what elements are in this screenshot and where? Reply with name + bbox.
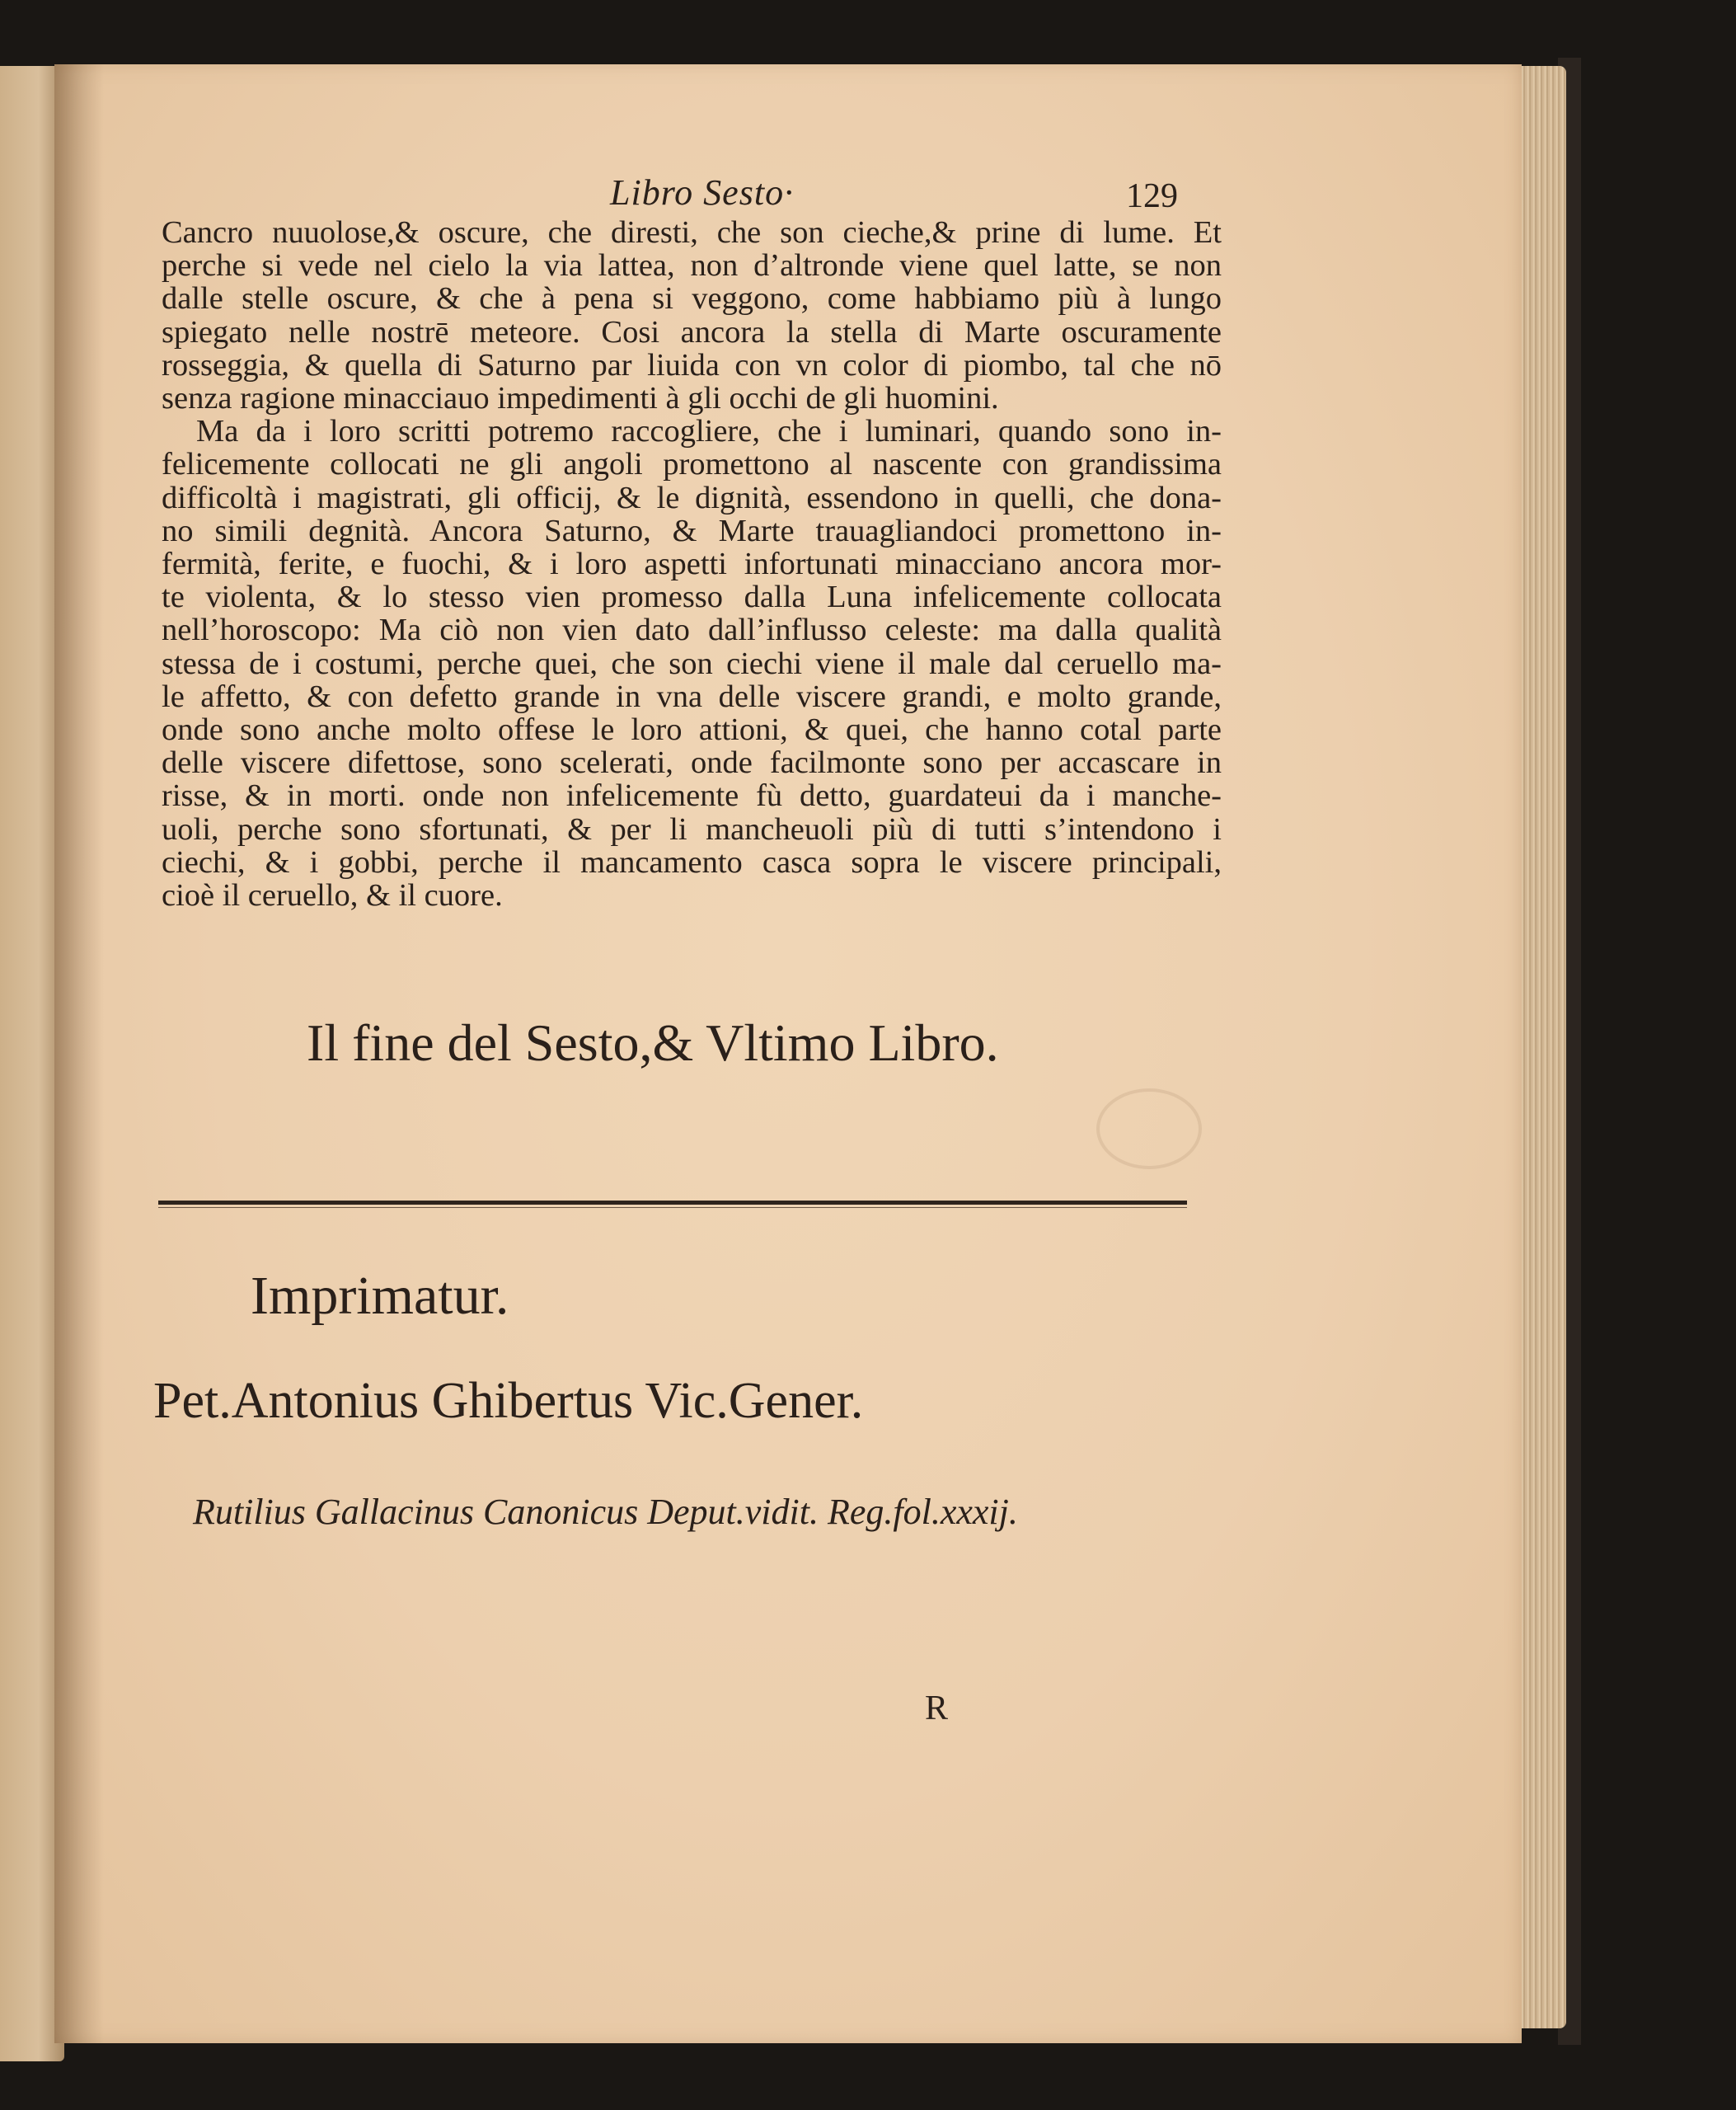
text-line: Ma da i loro scritti potremo raccogliere, che i luminari, quando sono in-: [196, 414, 1222, 449]
body-text: [162, 216, 1222, 912]
text-line: Cancro nuuolose,& oscure, che diresti, che son cieche,& prine di lume. Et: [162, 215, 1222, 250]
imprimatur: Imprimatur.: [251, 1266, 509, 1326]
text-line: ciechi, & i gobbi, perche il mancamento casca sopra le viscere principali,: [162, 844, 1222, 880]
text-line: no simili degnità. Ancora Saturno, & Marte trauagliandoci promettono in-: [162, 513, 1222, 548]
running-head: [0, 172, 1736, 221]
text-line: spiegato nelle nostrē meteore. Cosi ancora la stella di Marte oscuramente: [162, 314, 1222, 350]
text-line: stessa de i costumi, perche quei, che son ciechi viene il male dal ceruello ma-: [162, 646, 1222, 681]
text-line: risse, & in morti. onde non infelicemente fù detto, guardateui da i manche-: [162, 778, 1222, 814]
text-line: felicemente collocati ne gli angoli promettono al nascente con grandissima: [162, 447, 1222, 482]
text-line: uoli, perche sono sfortunati, & per li mancheuoli più di tutti s’intendono i: [162, 811, 1222, 847]
signature-mark: R: [925, 1689, 949, 1727]
deputy-approval: Rutilius Gallacinus Canonicus Deput.vidit. Reg.fol.xxxij.: [193, 1492, 1018, 1532]
text-line: fermità, ferite, e fuochi, & i loro aspetti infortunati minacciano ancora mor-: [162, 547, 1222, 582]
page-number: 129: [1126, 177, 1178, 215]
gutter-shadow: [54, 64, 104, 2043]
text-line: difficoltà i magistrati, gli officij, & le dignità, essendono in quelli, che dona-: [162, 480, 1222, 515]
show-through-mark: [1096, 1088, 1202, 1169]
vicar-general: Pet.Antonius Ghibertus Vic.Gener.: [153, 1373, 864, 1429]
text-line: dalle stelle oscure, & che à pena si veggono, come habbiamo più à lungo: [162, 281, 1222, 317]
text-line: senza ragione minacciauo impedimenti à gli occhi de gli huomini.: [162, 381, 999, 416]
colophon-heading: Il fine del Sesto,& Vltimo Libro.: [307, 1013, 999, 1072]
text-line: te violenta, & lo stesso vien promesso dalla Luna infelicemente collocata: [162, 580, 1222, 615]
text-line: onde sono anche molto offese le loro attioni, & quei, che hanno cotal parte: [162, 712, 1222, 748]
text-line: cioè il ceruello, & il cuore.: [162, 878, 503, 914]
text-line: delle viscere difettose, sono scelerati, onde facilmonte sono per accascare in: [162, 745, 1222, 781]
text-line: le affetto, & con defetto grande in vna delle viscere grandi, e molto grande,: [162, 679, 1222, 714]
running-head-title: Libro Sesto·: [610, 172, 795, 213]
divider-rule: [158, 1201, 1187, 1205]
divider-rule-thin: [158, 1207, 1187, 1208]
text-line: rosseggia, & quella di Saturno par liuida con vn color di piombo, tal che nō: [162, 347, 1222, 383]
text-line: perche si vede nel cielo la via lattea, non d’altronde viene quel latte, se non: [162, 248, 1222, 284]
text-line: nell’horoscopo: Ma ciò non vien dato dall’influsso celeste: ma dalla qualità: [162, 613, 1222, 648]
